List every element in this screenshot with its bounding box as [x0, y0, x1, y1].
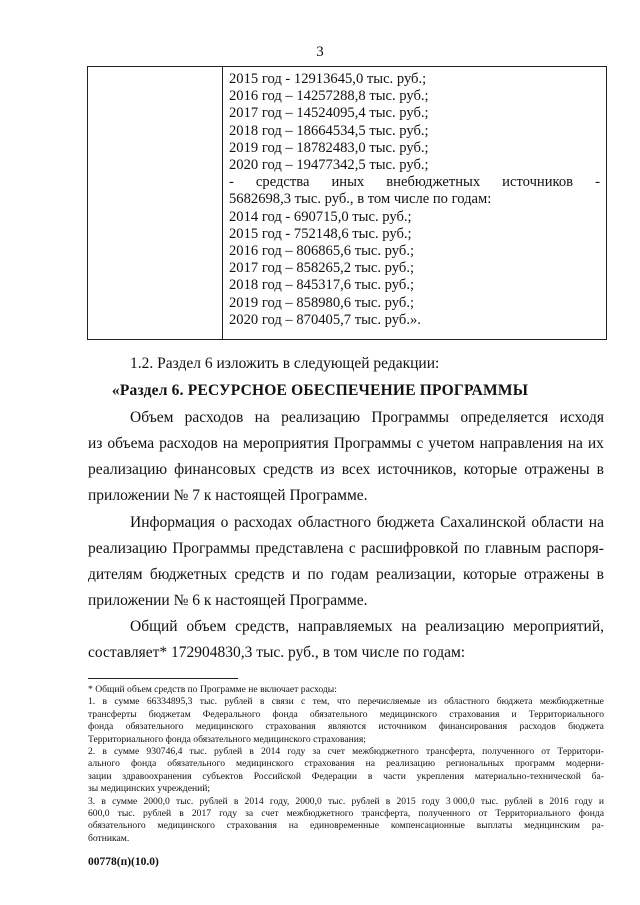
word: реализацию	[386, 758, 435, 770]
paragraph-expenses	[88, 405, 604, 509]
word: тыс.	[176, 795, 194, 807]
word: Российской	[253, 770, 301, 782]
word: с	[416, 435, 424, 452]
word: областного	[297, 514, 372, 531]
word: средств	[263, 461, 314, 478]
word: ботникам.	[88, 832, 130, 844]
text-line	[88, 536, 604, 562]
word: их	[587, 435, 604, 452]
table-line: 2020 год – 19477342,5 тыс. руб.;	[229, 157, 429, 174]
word: ба-	[591, 770, 604, 782]
table-line: 2017 год – 858265,2 тыс. руб.;	[229, 260, 415, 277]
word: в	[538, 795, 544, 807]
word: в	[596, 566, 604, 583]
word: Федерального	[202, 708, 261, 720]
word: Территориального фонда обязательного медицинского страхования;	[88, 733, 366, 745]
word: компенсационные	[390, 820, 465, 832]
word: от	[478, 808, 488, 820]
text-line	[88, 758, 604, 770]
word: обязательного	[309, 708, 368, 720]
word: рублей	[504, 795, 533, 807]
word: зации	[88, 770, 112, 782]
word: Программы	[172, 540, 251, 557]
word: ального	[88, 758, 120, 770]
word: 2016	[549, 795, 569, 807]
text-line	[88, 431, 604, 457]
word: тыс.	[327, 795, 346, 807]
text-line	[88, 696, 604, 708]
word: мероприятий,	[513, 618, 604, 635]
funding-table	[87, 66, 607, 340]
word: в	[179, 808, 184, 820]
word: Федерации	[311, 770, 358, 782]
table-line: 2019 год – 858980,6 тыс. руб.;	[229, 294, 415, 311]
word: региональных	[446, 758, 504, 770]
word: на	[365, 758, 376, 770]
word: составляет* 172904830,3 тыс. руб., в том числе по годам:	[88, 644, 466, 661]
word: объема	[107, 435, 155, 452]
word: приложении № 7 к настоящей Программе.	[88, 487, 368, 504]
word: объем	[186, 618, 227, 635]
word: в	[385, 795, 391, 807]
word: * Общий объем средств по Программе не включает расходы:	[88, 684, 337, 695]
word: определяется	[460, 409, 549, 426]
word: Программы	[371, 409, 450, 426]
table-left-cell	[88, 67, 223, 339]
paragraph-total-funds	[88, 614, 604, 666]
word: из	[88, 435, 103, 452]
word: на	[401, 618, 417, 635]
text-line	[88, 614, 604, 640]
word: связи	[271, 696, 294, 708]
word: страхования	[265, 721, 316, 733]
word: источником	[378, 721, 427, 733]
word: тыс.	[199, 696, 218, 708]
word: 2015	[396, 795, 416, 807]
word: расходов	[519, 721, 556, 733]
word: обязательного	[125, 721, 184, 733]
section-title: «Раздел 6. РЕСУРСНОЕ ОБЕСПЕЧЕНИЕ ПРОГРАММЫ	[111, 382, 529, 399]
word: на	[222, 435, 238, 452]
table-line: 2019 год – 18782483,0 тыс. руб.;	[229, 139, 429, 156]
word: укрепления	[416, 770, 464, 782]
word: 2000,0	[143, 795, 170, 807]
word: году	[219, 808, 237, 820]
word: счет	[261, 808, 279, 820]
text-line	[88, 808, 604, 820]
word: бюджетам	[148, 708, 191, 720]
word: бюджета	[376, 514, 435, 531]
word: трансферты	[88, 708, 137, 720]
word: межбюджетные	[539, 696, 604, 708]
word: ра-	[591, 820, 604, 832]
word: на	[588, 514, 604, 531]
word: с	[348, 540, 356, 557]
word: приложении № 6 к настоящей Программе.	[88, 592, 368, 609]
text-line	[88, 721, 604, 733]
word: и	[598, 795, 604, 807]
word: учетом	[428, 435, 475, 452]
text-line	[88, 510, 604, 536]
text-line	[88, 796, 604, 808]
word: и	[291, 566, 301, 583]
word: реализацию	[88, 461, 168, 478]
word: межбюджетного	[352, 746, 419, 758]
word: фонда	[578, 808, 604, 820]
word: Территори-	[557, 746, 604, 758]
text-line	[88, 734, 604, 746]
word: медицинского	[157, 820, 215, 832]
word: дителям	[88, 566, 143, 583]
word: 2.	[88, 746, 96, 758]
word: бюджета	[496, 696, 533, 708]
word: по	[463, 540, 480, 557]
word: в	[102, 696, 108, 708]
word: в	[259, 696, 265, 708]
word: материально-технической	[474, 770, 581, 782]
word: модерни-	[565, 758, 604, 770]
word: источников,	[377, 461, 457, 478]
word: 1.	[88, 696, 96, 708]
table-line: 2016 год – 14257288,8 тыс. руб.;	[229, 88, 429, 105]
word: 3.	[88, 795, 96, 807]
word: главным	[485, 540, 542, 557]
word: которые	[463, 566, 517, 583]
word: тыс.	[117, 808, 135, 820]
table-line: 2018 год – 18664534,5 тыс. руб.;	[229, 122, 429, 139]
footnotes	[88, 684, 604, 845]
word: страхования	[304, 758, 355, 770]
table-line: 2017 год – 14524095,4 тыс. руб.;	[229, 105, 429, 122]
word: году,	[269, 795, 290, 807]
word: в	[367, 770, 373, 782]
word: в	[596, 461, 604, 478]
text-line	[88, 640, 604, 666]
table-line: 2020 год – 870405,7 тыс. руб.».	[229, 311, 421, 328]
text-line	[88, 820, 604, 832]
word: фонда	[130, 758, 157, 770]
table-line: 2015 год - 12913645,0 тыс. руб.;	[229, 71, 427, 87]
word: всех	[341, 461, 371, 478]
table-line: 2015 год - 752148,6 тыс. руб.;	[229, 225, 412, 242]
table-line: 2014 год - 690715,0 тыс. руб.;	[229, 208, 412, 225]
word: области	[531, 514, 584, 531]
word: Территориального	[528, 708, 604, 720]
word: сумме	[112, 795, 138, 807]
word: сумме	[114, 746, 140, 758]
word: 600,0	[88, 808, 110, 820]
text-line	[88, 746, 604, 758]
text-line	[88, 833, 604, 845]
word: отражены	[524, 461, 590, 478]
word: являются	[328, 721, 367, 733]
word: полученного	[418, 808, 471, 820]
text-line	[88, 783, 604, 795]
word: расшифровкой	[361, 540, 459, 557]
word: медицинским	[524, 820, 580, 832]
word: 2014	[261, 746, 281, 758]
word: рублей	[143, 808, 172, 820]
table-line: 5682698,3 тыс. руб., в том числе по годам:	[229, 191, 492, 208]
word: о	[220, 514, 229, 531]
word: трансферта,	[361, 808, 411, 820]
word: рублей	[199, 795, 228, 807]
word: что	[336, 696, 351, 708]
word: страхования	[449, 708, 500, 720]
word: медицинского	[195, 721, 254, 733]
word: которые	[463, 461, 518, 478]
text-line	[88, 684, 604, 696]
word: областного	[444, 696, 490, 708]
word: от	[541, 746, 551, 758]
word: тыс.	[480, 795, 499, 807]
word: трансферта,	[425, 746, 475, 758]
word: фонда	[88, 721, 114, 733]
word: 2014	[244, 795, 264, 807]
word: в	[249, 746, 254, 758]
word: здравоохранения	[122, 770, 192, 782]
word: на	[567, 435, 583, 452]
word: реализации,	[376, 566, 456, 583]
word: по	[307, 566, 324, 583]
page-number: 3	[316, 44, 324, 60]
word: бюджетных	[149, 566, 228, 583]
table-right-cell	[223, 67, 606, 339]
word: страхования	[226, 820, 277, 832]
word: Территориального	[495, 808, 571, 820]
word: году	[421, 795, 440, 807]
word: в	[102, 746, 107, 758]
word: 66334895,3	[146, 696, 193, 708]
word: обязательного	[167, 758, 225, 770]
text-line	[88, 457, 604, 483]
word: исходя	[559, 409, 604, 426]
word: из	[427, 696, 437, 708]
word: и	[511, 708, 517, 720]
word: рублей	[224, 696, 253, 708]
word: реализацию	[88, 540, 168, 557]
word: средств	[234, 566, 285, 583]
text-line	[88, 588, 604, 614]
word: рублей	[214, 746, 243, 758]
word: части	[383, 770, 406, 782]
word: межбюджетного	[286, 808, 354, 820]
word: зы медицинских учреждений;	[88, 783, 211, 795]
word: обязательного	[88, 820, 146, 832]
document-code: 00778(п)(10.0)	[88, 856, 159, 868]
word: за	[245, 808, 254, 820]
word: с	[301, 696, 306, 708]
word: расходов	[159, 435, 218, 452]
word: фонда	[272, 708, 298, 720]
word: полученного	[482, 746, 535, 758]
text-line	[88, 405, 604, 431]
word: году	[574, 795, 593, 807]
text-line	[88, 562, 604, 588]
word: мероприятия	[242, 435, 329, 452]
word: в	[101, 795, 106, 807]
word: 930746,4	[146, 746, 183, 758]
word: расходов	[184, 409, 244, 426]
word: на	[254, 409, 270, 426]
word: Сахалинской	[440, 514, 526, 531]
word: направляемых	[297, 618, 393, 635]
word: представлена	[255, 540, 344, 557]
word: на	[288, 820, 299, 832]
word: единовременные	[310, 820, 379, 832]
word: тыс.	[189, 746, 207, 758]
text-line	[88, 771, 604, 783]
word: году	[287, 746, 306, 758]
word: бюджета	[568, 721, 604, 733]
word: в	[233, 795, 239, 807]
word: сумме	[114, 696, 140, 708]
word: программ	[515, 758, 555, 770]
table-line: 2016 год – 806865,6 тыс. руб.;	[229, 243, 415, 260]
word: распоря-	[546, 540, 604, 557]
word: тем,	[312, 696, 330, 708]
text-line	[88, 483, 604, 509]
word: отражены	[524, 566, 590, 583]
word: субъектов	[202, 770, 243, 782]
word: Общий	[130, 618, 178, 635]
footnote-separator	[88, 678, 238, 679]
word: выплаты	[476, 820, 513, 832]
table-line: 2018 год – 845317,6 тыс. руб.;	[229, 277, 415, 294]
word: годам	[330, 566, 369, 583]
word: за	[312, 746, 321, 758]
word: финансовых	[174, 461, 256, 478]
word: рублей	[351, 795, 380, 807]
word: реализацию	[281, 409, 361, 426]
word: медицинского	[379, 708, 438, 720]
word: Информация	[130, 514, 216, 531]
word: реализацию	[425, 618, 505, 635]
table-sources-line: - средства иных внебюджетных источников -	[229, 174, 600, 191]
word: из	[320, 461, 335, 478]
word: 2000,0	[295, 795, 322, 807]
word: медицинского	[236, 758, 294, 770]
intro-paragraph: 1.2. Раздел 6 изложить в следующей редакции:	[130, 355, 440, 372]
word: счет	[327, 746, 345, 758]
word: Программы	[333, 435, 412, 452]
word: Объем	[130, 409, 174, 426]
paragraph-budget-info	[88, 510, 604, 614]
word: направления	[479, 435, 563, 452]
word: 2017	[191, 808, 212, 820]
word: средств,	[235, 618, 290, 635]
word: финансирования	[438, 721, 508, 733]
word: расходах	[233, 514, 293, 531]
word: 3 000,0	[445, 795, 475, 807]
text-line	[88, 709, 604, 721]
word: перечисляемые	[357, 696, 421, 708]
